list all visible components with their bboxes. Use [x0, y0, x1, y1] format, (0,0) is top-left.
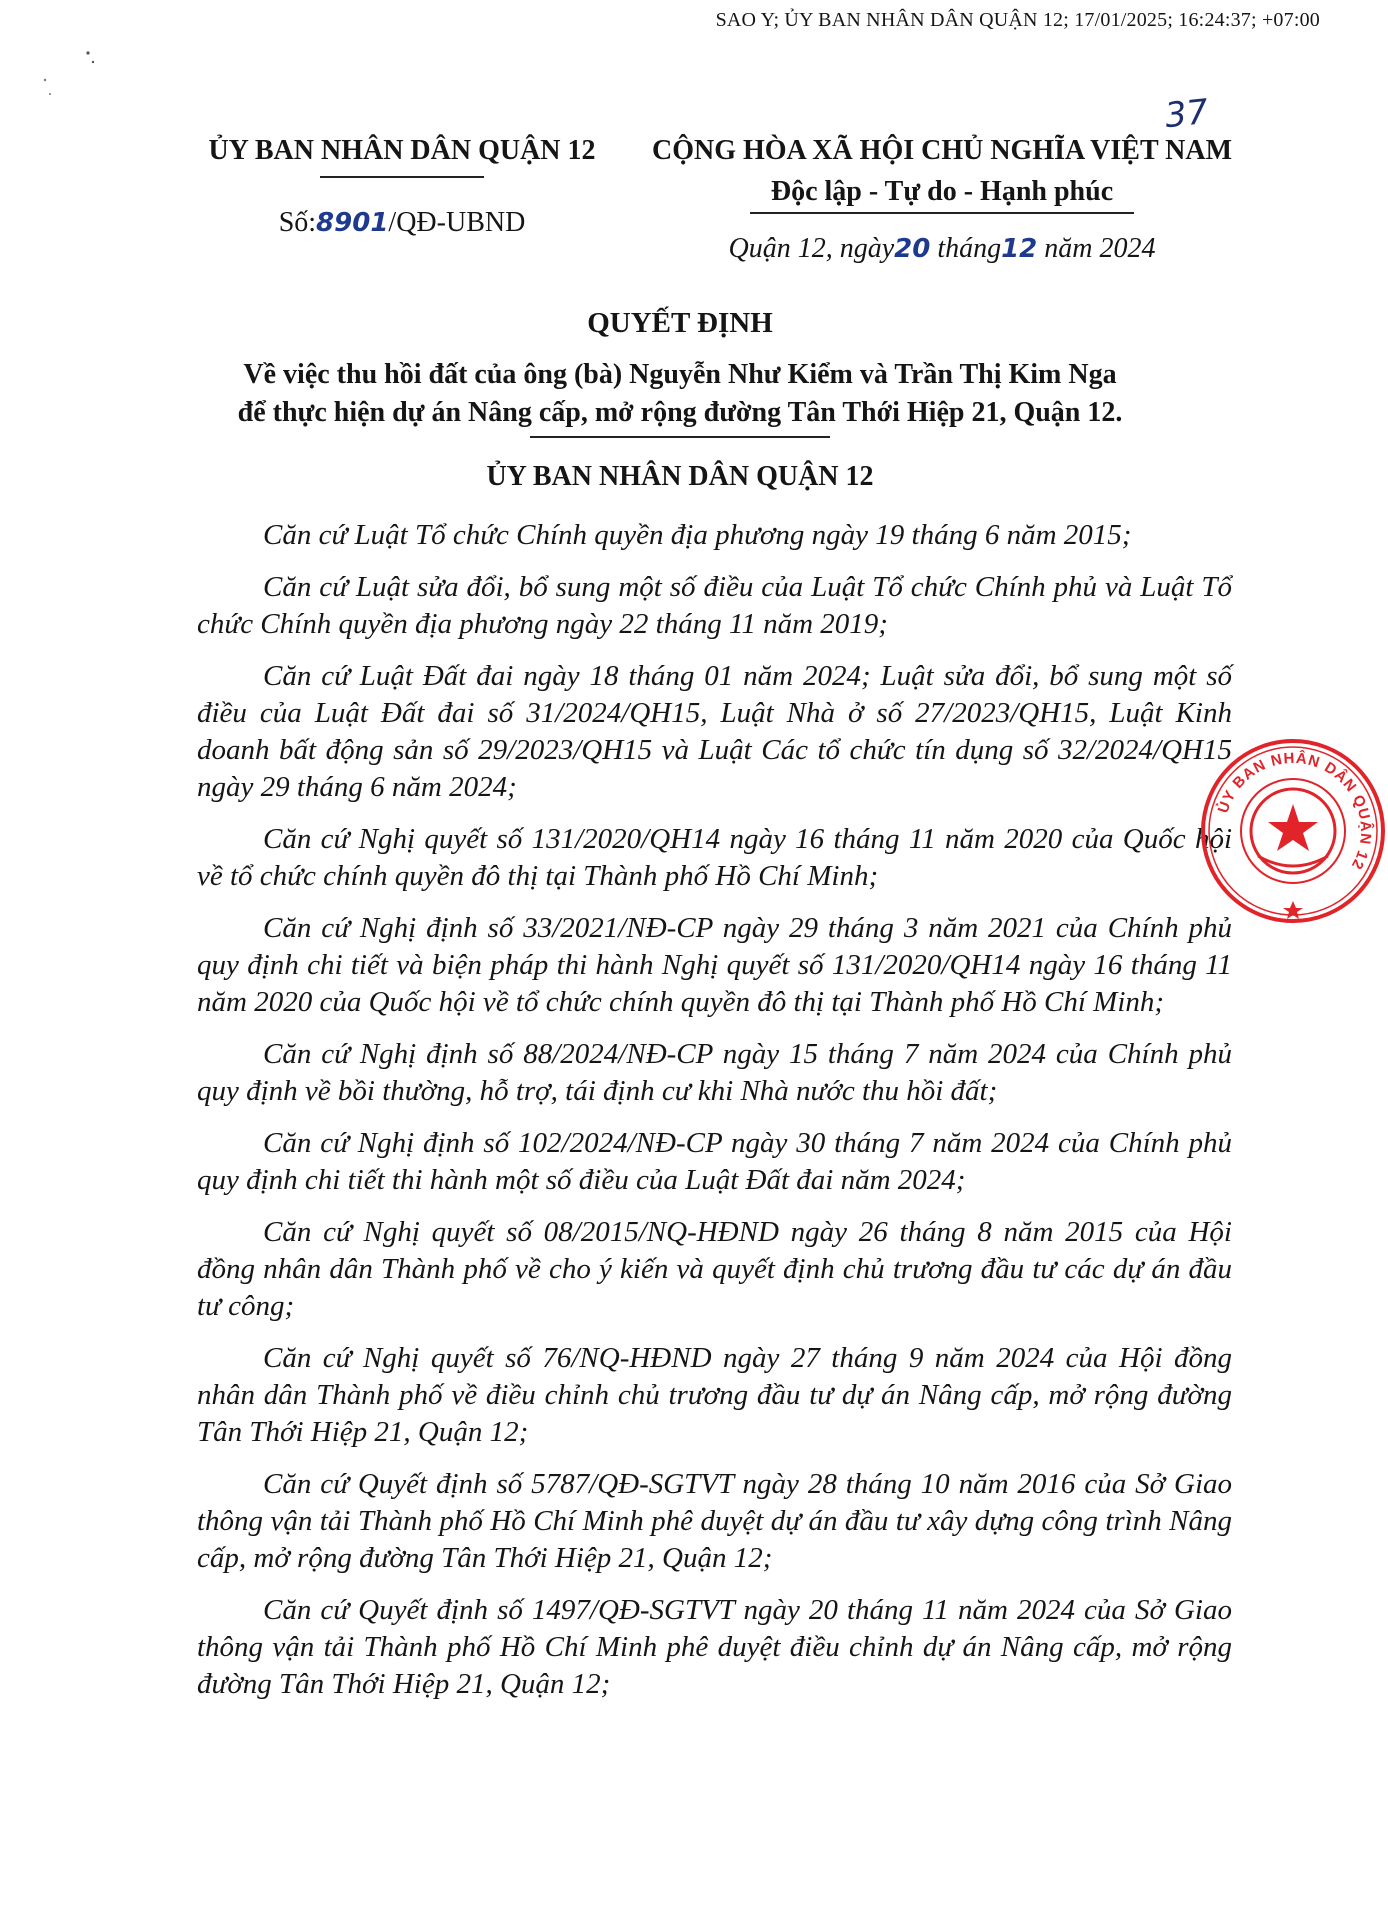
issuing-authority: ỦY BAN NHÂN DÂN QUẬN 12 [208, 135, 596, 166]
legal-basis-item: Căn cứ Nghị quyết số 131/2020/QH14 ngày 16 tháng 11 năm 2020 của Quốc hội về tổ chức chính quyền đô thị tại Thành phố Hồ Chí Minh; [197, 823, 1232, 892]
legal-basis-item: Căn cứ Quyết định số 1497/QĐ-SGTVT ngày 20 tháng 11 năm 2024 của Sở Giao thông vận tải Thành phố Hồ Chí Minh phê duyệt điều chỉnh dự án Nâng cấp, mở rộng đường Tân Thới Hiệp 21, Quận 12; [197, 1594, 1232, 1700]
legal-bases [197, 517, 1232, 1718]
legal-basis-item: Căn cứ Nghị quyết số 08/2015/NQ-HĐND ngày 26 tháng 8 năm 2015 của Hội đồng nhân dân Thành phố về cho ý kiến và quyết định chủ trương đầu tư các dự án đầu tư công; [197, 1216, 1232, 1322]
seal-text: ỦY BAN NHÂN DÂN QUẬN 12 [1214, 749, 1375, 873]
national-motto: Độc lập - Tự do - Hạnh phúc [770, 176, 1114, 207]
ref-number-handwritten: 8901 [316, 207, 389, 238]
legal-basis-item: Căn cứ Luật sửa đổi, bổ sung một số điều của Luật Tổ chức Chính phủ và Luật Tổ chức Chính quyền địa phương ngày 22 tháng 11 năm 2019; [197, 571, 1232, 640]
date-place: Quận 12, ngày [728, 232, 895, 264]
handwritten-page-number: 37 [1163, 91, 1211, 137]
decision-subject-line-1: Về việc thu hồi đất của ông (bà) Nguyễn Như Kiểm và Trần Thị Kim Nga [243, 359, 1117, 390]
date-month-handwritten: 12 [1001, 233, 1038, 264]
decision-title-block [160, 304, 1200, 496]
authority-underline [320, 176, 484, 178]
document-header [0, 128, 1360, 264]
issuer-heading: ỦY BAN NHÂN DÂN QUẬN 12 [486, 460, 874, 492]
document-type: QUYẾT ĐỊNH [587, 307, 773, 339]
document-number [192, 202, 612, 244]
legal-basis-item: Căn cứ Quyết định số 5787/QĐ-SGTVT ngày 28 tháng 10 năm 2016 của Sở Giao thông vận tải Thành phố Hồ Chí Minh phê duyệt dự án đầu tư xây dựng công trình Nâng cấp, mở rộng đường Tân Thới Hiệp 21, Quận 12; [197, 1468, 1232, 1574]
official-seal-icon [1198, 736, 1388, 926]
decision-subject-line-2: để thực hiện dự án Nâng cấp, mở rộng đường Tân Thới Hiệp 21, Quận 12. [237, 397, 1123, 428]
legal-basis-item: Căn cứ Nghị định số 88/2024/NĐ-CP ngày 15 tháng 7 năm 2024 của Chính phủ quy định về bồi thường, hỗ trợ, tái định cư khi Nhà nước thu hồi đất; [197, 1038, 1232, 1107]
legal-basis-item: Căn cứ Nghị định số 33/2021/NĐ-CP ngày 29 tháng 3 năm 2021 của Chính phủ quy định chi tiết và biện pháp thi hành Nghị quyết số 131/2020/QH14 ngày 16 tháng 11 năm 2020 của Quốc hội về tổ chức chính quyền đô thị tại Thành phố Hồ Chí Minh; [197, 912, 1232, 1018]
date-month-label: tháng [937, 232, 1002, 264]
legal-basis-item: Căn cứ Nghị định số 102/2024/NĐ-CP ngày 30 tháng 7 năm 2024 của Chính phủ quy định chi tiết thi hành một số điều của Luật Đất đai năm 2024; [197, 1127, 1232, 1196]
date-year: năm 2024 [1044, 232, 1156, 264]
legal-basis-item: Căn cứ Luật Đất đai ngày 18 tháng 01 năm 2024; Luật sửa đổi, bổ sung một số điều của Luật Đất đai số 31/2024/QH15, Luật Nhà ở số 27/2023/QH15, Luật Kinh doanh bất động sản số 29/2023/QH15 và Luật Các tổ chức tín dụng số 32/2024/QH15 ngày 29 tháng 6 năm 2024; [197, 660, 1232, 803]
legal-basis-item: Căn cứ Nghị quyết số 76/NQ-HĐND ngày 27 tháng 9 năm 2024 của Hội đồng nhân dân Thành phố về điều chỉnh chủ trương đầu tư dự án Nâng cấp, mở rộng đường Tân Thới Hiệp 21, Quận 12; [197, 1342, 1232, 1448]
country-name: CỘNG HÒA XÃ HỘI CHỦ NGHĨA VIỆT NAM [651, 135, 1233, 166]
ref-suffix: /QĐ-UBND [388, 206, 526, 238]
date-day-handwritten: 20 [894, 233, 931, 264]
subject-underline [530, 436, 830, 438]
copy-certification-stamp: SAO Y; ỦY BAN NHÂN DÂN QUẬN 12; 17/01/2025; 16:24:37; +07:00 [715, 9, 1320, 31]
national-heading-block [622, 128, 1262, 270]
issue-date [622, 228, 1262, 270]
motto-underline [750, 212, 1134, 214]
ref-prefix: Số: [278, 206, 317, 238]
legal-basis-item: Căn cứ Luật Tổ chức Chính quyền địa phương ngày 19 tháng 6 năm 2015; [263, 519, 1132, 551]
issuing-authority-block [192, 128, 612, 244]
